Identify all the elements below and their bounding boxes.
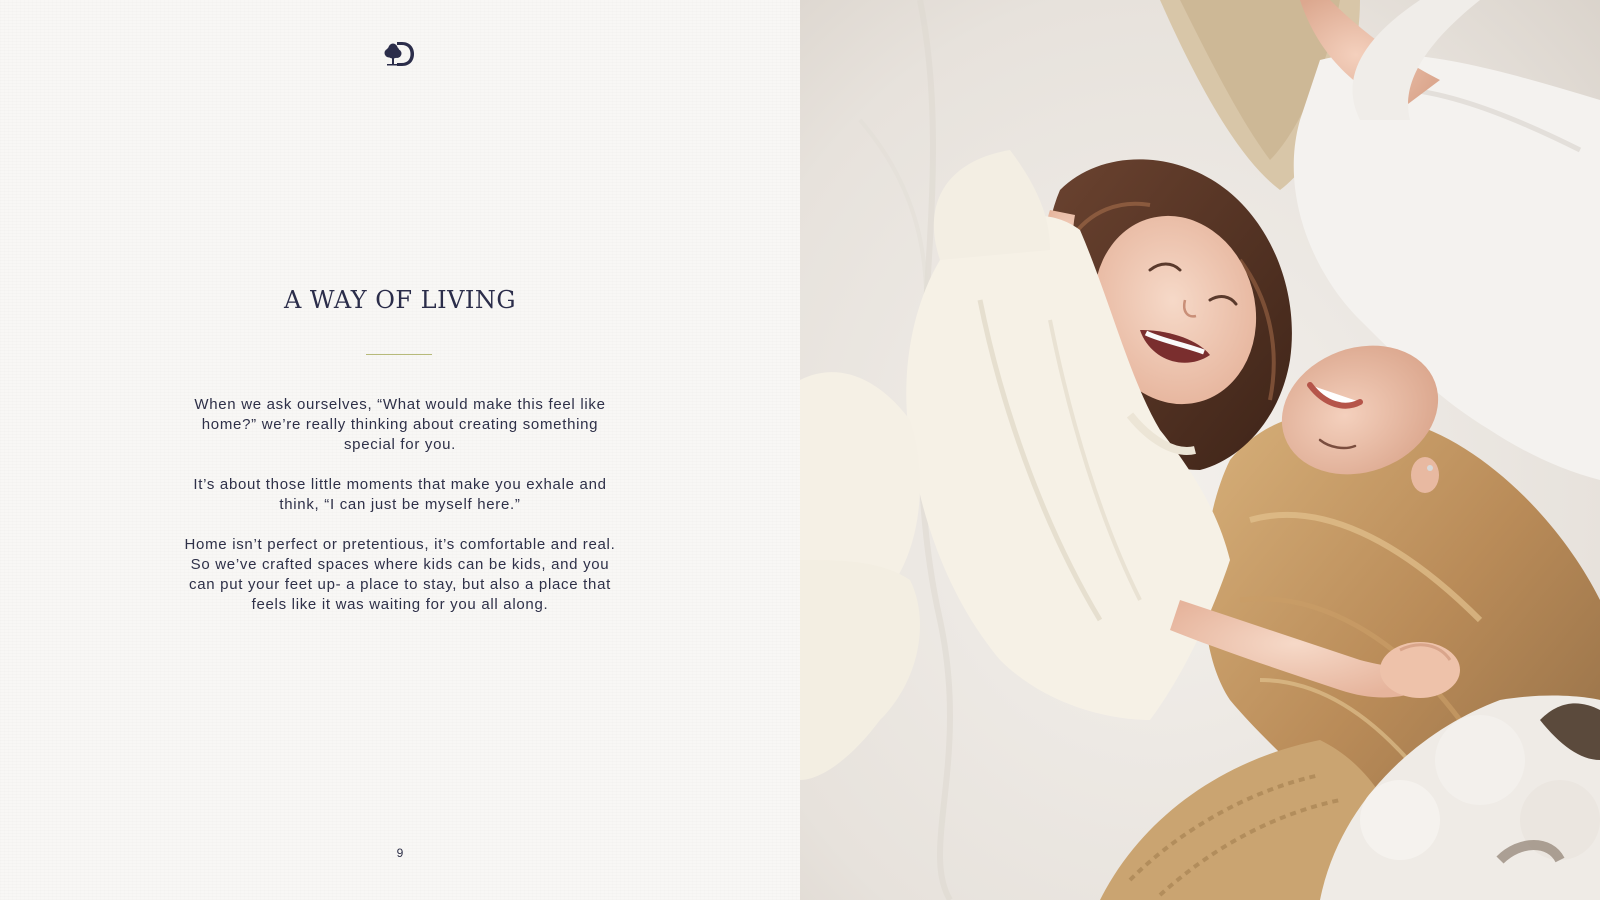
- page-number: 9: [396, 846, 404, 860]
- title-divider: [366, 354, 432, 355]
- doubletree-logo-icon: [383, 40, 415, 68]
- lifestyle-photo: [800, 0, 1600, 900]
- mother-daughter-photo-icon: [800, 0, 1600, 900]
- body-paragraph: When we ask ourselves, “What would make this feel like home?” we’re really thinking about creating something special for you.: [194, 396, 606, 453]
- body-copy: [180, 395, 620, 635]
- page-title: A WAY OF LIVING: [283, 286, 517, 314]
- body-paragraph: Home isn’t perfect or pretentious, it’s comfortable and real. So we’ve crafted spaces where kids can be kids, and you can put your feet up- a place to stay, but also a place that feels like it was waiting for you all along.: [184, 536, 616, 613]
- body-paragraph: It’s about those little moments that make you exhale and think, “I can just be myself here.”: [193, 476, 607, 513]
